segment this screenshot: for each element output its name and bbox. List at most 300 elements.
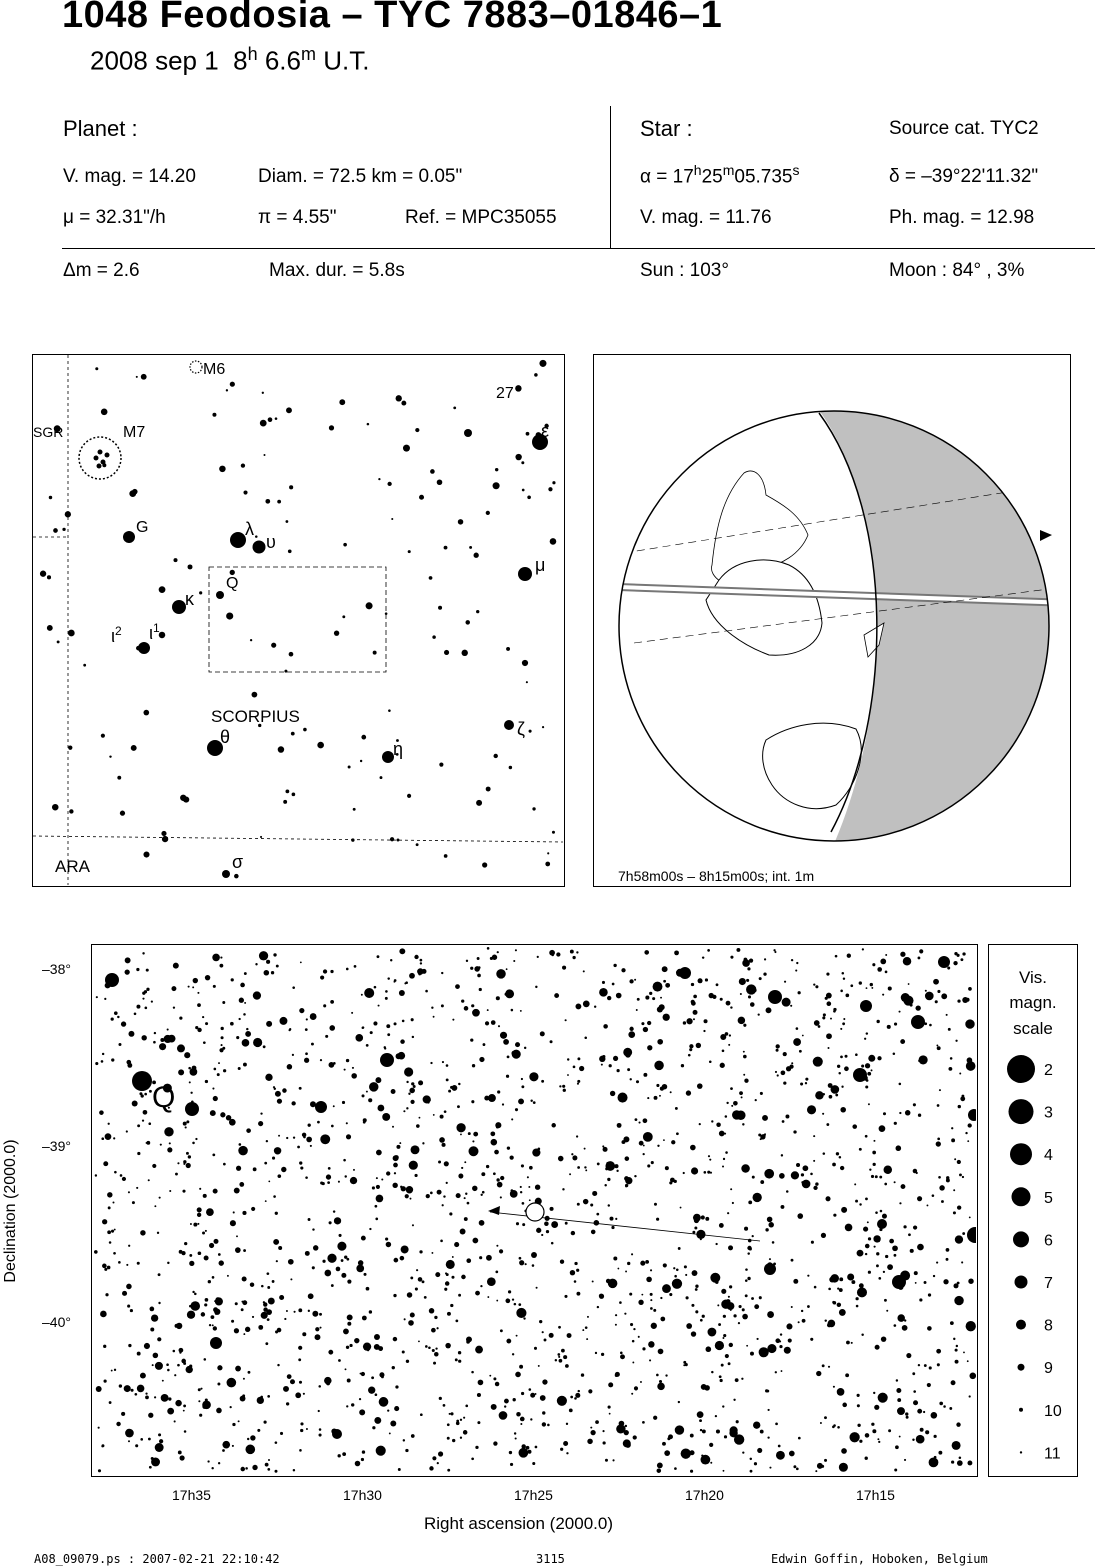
detail-star	[607, 1178, 610, 1181]
detail-star	[295, 1392, 301, 1398]
finder-star	[550, 538, 557, 545]
detail-star	[182, 1190, 185, 1193]
detail-star	[467, 1202, 470, 1205]
detail-star	[877, 1056, 881, 1060]
detail-star	[375, 1393, 378, 1396]
detail-star	[400, 1039, 405, 1044]
detail-star	[183, 1362, 186, 1365]
detail-star	[465, 1404, 468, 1407]
detail-star	[795, 969, 797, 971]
detail-star	[343, 1159, 346, 1162]
detail-star	[491, 1020, 496, 1025]
finder-star	[136, 646, 141, 651]
detail-star	[150, 1307, 155, 1312]
detail-star	[489, 1375, 491, 1377]
detail-star	[732, 1110, 741, 1119]
detail-star	[118, 1043, 121, 1046]
detail-star	[372, 1186, 375, 1189]
detail-star	[945, 963, 948, 966]
detail-star	[948, 1028, 951, 1031]
detail-star	[376, 1185, 380, 1189]
finder-star	[552, 481, 555, 484]
detail-star	[455, 1319, 458, 1322]
finder-star	[289, 485, 293, 489]
detail-star	[479, 1256, 482, 1259]
detail-star	[953, 1189, 955, 1191]
detail-star	[512, 1050, 521, 1059]
detail-star	[439, 1397, 442, 1400]
detail-star	[478, 966, 481, 969]
detail-star	[776, 1044, 780, 1048]
label-zeta: ζ	[517, 719, 525, 739]
detail-star	[660, 997, 662, 999]
detail-star	[272, 1280, 275, 1283]
detail-star	[360, 1373, 362, 1375]
detail-star	[111, 1370, 113, 1372]
magnitude-drop: Δm = 2.6	[63, 260, 140, 281]
detail-star	[373, 1021, 377, 1025]
detail-star	[186, 1120, 189, 1123]
detail-star	[166, 1363, 169, 1366]
detail-star	[821, 1465, 824, 1468]
detail-star	[404, 982, 406, 984]
detail-star	[691, 1331, 696, 1336]
detail-star	[949, 1407, 952, 1410]
detail-star	[676, 969, 684, 977]
detail-star	[927, 1383, 931, 1387]
detail-star	[769, 1258, 771, 1260]
detail-star	[707, 1459, 709, 1461]
detail-star	[520, 1186, 522, 1188]
detail-star	[900, 952, 905, 957]
detail-star	[651, 1323, 657, 1329]
detail-star	[791, 959, 793, 961]
detail-star	[867, 1221, 869, 1223]
detail-star	[610, 1217, 614, 1221]
detail-star	[206, 1208, 214, 1216]
detail-star	[852, 1124, 857, 1129]
detail-star	[724, 1435, 727, 1438]
detail-star	[286, 1402, 289, 1405]
detail-star	[329, 1025, 335, 1031]
detail-star	[308, 1310, 310, 1312]
detail-star	[356, 1265, 364, 1273]
detail-star	[213, 985, 216, 988]
finder-star	[419, 495, 424, 500]
detail-star	[743, 1074, 745, 1076]
finder-star	[180, 795, 186, 801]
finder-star	[49, 496, 52, 499]
detail-star	[410, 1100, 414, 1104]
detail-star	[175, 1173, 178, 1176]
detail-star	[339, 1234, 342, 1237]
detail-star	[660, 1086, 664, 1090]
detail-star	[197, 1003, 201, 1007]
detail-star	[802, 1035, 804, 1037]
detail-star	[562, 1188, 564, 1190]
detail-star	[576, 1269, 579, 1272]
ra-tick-1720: 17h20	[685, 1487, 724, 1503]
detail-star	[425, 990, 428, 993]
detail-star	[542, 1422, 546, 1426]
detail-star	[515, 1108, 518, 1111]
detail-star	[189, 1254, 192, 1257]
detail-star	[319, 1428, 322, 1431]
detail-star	[772, 994, 777, 999]
detail-star	[510, 1463, 513, 1466]
detail-star	[574, 1397, 577, 1400]
detail-star	[965, 1132, 967, 1134]
detail-star	[464, 1197, 466, 1199]
detail-star	[627, 1068, 630, 1071]
finder-star	[506, 647, 510, 651]
detail-star	[236, 1036, 239, 1039]
detail-star	[127, 1305, 130, 1308]
detail-star	[326, 1381, 330, 1385]
detail-star	[669, 1181, 672, 1184]
detail-star	[726, 1001, 731, 1006]
detail-star	[581, 1373, 584, 1376]
detail-star	[125, 957, 131, 963]
detail-star	[328, 1167, 331, 1170]
detail-star	[777, 1074, 779, 1076]
detail-star	[685, 1274, 687, 1276]
detail-star	[149, 1466, 152, 1469]
detail-star	[422, 1280, 425, 1283]
detail-star	[338, 1454, 341, 1457]
detail-star	[595, 1352, 597, 1354]
detail-star	[196, 1105, 198, 1107]
detail-star	[728, 1044, 730, 1046]
detail-star	[338, 1359, 341, 1362]
detail-star	[158, 1273, 161, 1276]
detail-star	[542, 1331, 544, 1333]
detail-star	[520, 1191, 522, 1193]
detail-star	[130, 1309, 133, 1312]
detail-star	[728, 1245, 733, 1250]
detail-star	[516, 1412, 521, 1417]
detail-star	[299, 1449, 302, 1452]
finder-star	[408, 550, 411, 553]
detail-star	[213, 1096, 218, 1101]
detail-star	[905, 1110, 911, 1116]
finder-star	[388, 709, 391, 712]
detail-star	[768, 1222, 773, 1227]
detail-star	[342, 1101, 345, 1104]
finder-bright-star	[504, 720, 514, 730]
detail-star	[219, 1260, 224, 1265]
detail-star	[599, 988, 608, 997]
detail-star	[758, 1133, 761, 1136]
detail-star	[346, 1134, 351, 1139]
detail-star	[823, 1013, 826, 1016]
detail-star	[824, 1459, 827, 1462]
detail-star	[359, 1398, 361, 1400]
detail-star	[884, 1183, 887, 1186]
detail-star	[222, 1001, 225, 1004]
detail-star	[732, 1202, 734, 1204]
detail-star	[157, 1337, 161, 1341]
detail-star	[511, 1118, 513, 1120]
label-m6: M6	[203, 361, 226, 378]
detail-star	[378, 1005, 380, 1007]
detail-star	[637, 998, 640, 1001]
label-scorpius: SCORPIUS	[211, 707, 300, 726]
detail-star	[530, 1100, 532, 1102]
detail-star	[786, 1323, 792, 1329]
detail-star	[936, 1349, 941, 1354]
detail-star	[347, 1379, 351, 1383]
detail-star	[231, 978, 234, 981]
detail-star	[458, 1360, 461, 1363]
detail-star	[937, 1363, 940, 1366]
detail-star	[707, 949, 710, 952]
detail-star	[126, 1130, 128, 1132]
detail-star	[583, 1199, 588, 1204]
detail-star	[783, 1052, 787, 1056]
detail-star	[279, 1295, 284, 1300]
detail-star	[250, 1435, 255, 1440]
detail-star	[835, 1094, 838, 1097]
detail-star	[98, 1469, 101, 1472]
finder-star	[317, 742, 324, 749]
detail-star	[567, 1058, 569, 1060]
detail-star	[847, 1273, 854, 1280]
detail-star	[631, 1393, 633, 1395]
finder-star	[515, 385, 521, 391]
detail-star	[454, 1242, 459, 1247]
detail-star	[514, 1303, 517, 1306]
detail-star	[167, 1369, 170, 1372]
detail-star	[351, 1403, 354, 1406]
detail-star	[840, 1107, 846, 1113]
detail-star	[603, 1024, 608, 1029]
detail-star	[640, 1261, 645, 1266]
detail-star	[765, 1228, 768, 1231]
detail-star	[705, 978, 708, 981]
detail-star	[299, 1008, 304, 1013]
globe-canvas	[594, 355, 1069, 885]
detail-star	[344, 1175, 346, 1177]
detail-star	[560, 1260, 564, 1264]
detail-star	[683, 1361, 686, 1364]
detail-star	[885, 1255, 888, 1258]
detail-star	[690, 1450, 695, 1455]
detail-star	[442, 1061, 444, 1063]
detail-star	[425, 1345, 428, 1348]
detail-star	[437, 1190, 442, 1195]
detail-star	[943, 1405, 946, 1408]
detail-star	[914, 1271, 918, 1275]
detail-star	[167, 1147, 172, 1152]
detail-star	[889, 1239, 894, 1244]
detail-star	[444, 1288, 447, 1291]
detail-star	[205, 1080, 208, 1083]
detail-star	[727, 1302, 735, 1310]
detail-star	[583, 970, 585, 972]
detail-star	[329, 1062, 335, 1068]
event-datetime: 2008 sep 1 8$^h$ 6.6$^m$ U.T.	[90, 44, 370, 76]
detail-star	[177, 1044, 185, 1052]
detail-star	[871, 1423, 874, 1426]
detail-star	[743, 1024, 746, 1027]
finder-star	[380, 776, 383, 779]
detail-star	[202, 1231, 205, 1234]
detail-star	[863, 1227, 868, 1232]
detail-star	[259, 951, 268, 960]
detail-star	[950, 1321, 954, 1325]
detail-star	[613, 1257, 617, 1261]
detail-star	[875, 1175, 878, 1178]
detail-star	[411, 1082, 414, 1085]
detail-star	[902, 1325, 908, 1331]
detail-star	[716, 1429, 720, 1433]
detail-star	[877, 1239, 880, 1242]
detail-star	[643, 1118, 648, 1123]
detail-star	[192, 1142, 195, 1145]
detail-star	[587, 1439, 592, 1444]
detail-star	[250, 1282, 254, 1286]
finder-star	[292, 793, 296, 797]
detail-star	[523, 1317, 525, 1319]
detail-star	[496, 1126, 499, 1129]
detail-star	[481, 1172, 485, 1176]
detail-star	[691, 1001, 696, 1006]
detail-star	[438, 1161, 441, 1164]
detail-star	[562, 1085, 565, 1088]
detail-star	[496, 996, 500, 1000]
detail-star	[702, 956, 704, 958]
detail-star	[241, 1308, 244, 1311]
detail-star	[813, 1160, 815, 1162]
detail-star	[264, 1421, 267, 1424]
detail-star	[681, 1064, 684, 1067]
detail-star	[429, 1308, 435, 1314]
detail-star	[814, 1286, 817, 1289]
finder-star	[109, 755, 111, 757]
detail-star	[148, 1413, 153, 1418]
finder-star	[95, 367, 98, 370]
detail-star	[649, 992, 652, 995]
detail-star	[267, 1395, 270, 1398]
detail-star	[807, 1305, 810, 1308]
finder-star	[47, 625, 53, 631]
detail-star	[896, 1145, 902, 1151]
detail-star	[722, 1337, 724, 1339]
detail-star	[908, 983, 910, 985]
detail-star	[934, 1456, 937, 1459]
detail-star	[532, 1148, 540, 1156]
detail-star	[112, 1201, 114, 1203]
detail-star	[374, 986, 377, 989]
detail-star	[894, 1254, 897, 1257]
detail-star	[497, 1383, 499, 1385]
detail-star	[253, 991, 261, 999]
detail-star	[148, 1122, 151, 1125]
detail-star	[464, 1006, 469, 1011]
detail-star	[513, 1398, 516, 1401]
detail-star	[800, 1083, 803, 1086]
detail-star	[865, 1457, 868, 1460]
detail-star	[665, 1166, 669, 1170]
detail-star	[351, 1073, 357, 1079]
detail-star	[126, 1060, 131, 1065]
detail-star	[738, 1322, 740, 1324]
detail-star	[584, 1166, 586, 1168]
detail-star	[702, 1315, 705, 1318]
detail-star	[446, 1260, 455, 1269]
detail-star	[630, 1078, 632, 1080]
detail-star	[308, 1123, 311, 1126]
detail-star	[697, 1083, 703, 1089]
finder-star	[465, 620, 470, 625]
detail-star	[155, 1443, 164, 1452]
detail-star	[674, 1180, 677, 1183]
detail-star	[200, 1388, 202, 1390]
detail-star	[281, 1167, 286, 1172]
detail-star	[382, 1113, 390, 1121]
max-duration: Max. dur. = 5.8s	[269, 260, 405, 281]
detail-star	[748, 995, 751, 998]
detail-star	[328, 1350, 333, 1355]
detail-star	[381, 1179, 383, 1181]
detail-star	[908, 1233, 911, 1236]
detail-star	[428, 1346, 431, 1349]
detail-star	[887, 1025, 891, 1029]
detail-star	[968, 987, 972, 991]
detail-star	[969, 1373, 976, 1380]
detail-star	[341, 1273, 346, 1278]
detail-star	[587, 1316, 589, 1318]
detail-star	[796, 1468, 799, 1471]
detail-star	[468, 1132, 471, 1135]
detail-star	[135, 1393, 138, 1396]
detail-star	[565, 1364, 569, 1368]
detail-star	[872, 963, 875, 966]
scale-dot	[1010, 1143, 1032, 1165]
detail-star	[917, 1244, 924, 1251]
finder-star	[68, 746, 72, 750]
detail-star	[238, 1420, 240, 1422]
detail-star	[967, 1057, 973, 1063]
detail-star	[263, 1307, 268, 1312]
detail-star	[212, 1276, 215, 1279]
detail-star	[544, 1222, 549, 1227]
detail-star	[240, 1396, 246, 1402]
detail-star	[179, 1352, 181, 1354]
detail-star	[901, 1184, 906, 1189]
detail-star	[647, 1164, 650, 1167]
finder-star	[391, 518, 393, 520]
detail-star	[760, 1138, 762, 1140]
detail-star	[537, 956, 539, 958]
detail-star	[955, 1360, 959, 1364]
detail-star	[245, 1327, 250, 1332]
detail-star	[471, 1100, 474, 1103]
detail-star	[760, 1092, 763, 1095]
finder-star	[173, 558, 177, 562]
detail-star	[361, 1236, 366, 1241]
detail-star	[128, 1191, 130, 1193]
finder-star	[521, 461, 524, 464]
detail-star	[189, 1261, 194, 1266]
detail-star	[725, 1115, 728, 1118]
detail-star	[203, 1041, 206, 1044]
detail-star	[878, 1441, 880, 1443]
detail-star	[114, 1369, 116, 1371]
finder-star	[486, 511, 490, 515]
detail-star	[959, 1072, 961, 1074]
